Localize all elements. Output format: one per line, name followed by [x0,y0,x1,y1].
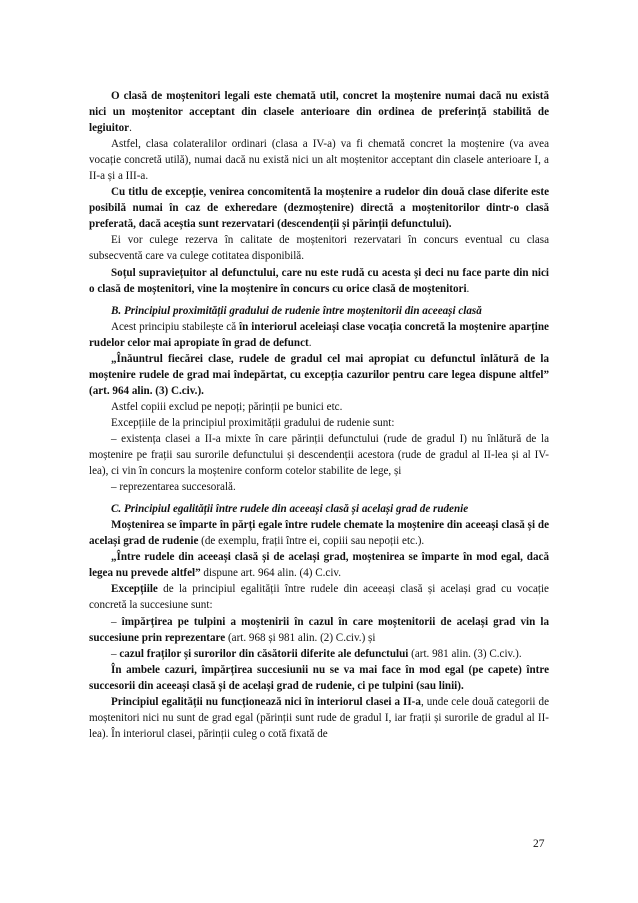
list-item [89,646,549,662]
text-run: Ei vor culege rezerva în calitate de moștenitori rezervatari în concurs eventual cu clasa subsecventă care va culege cotitatea disponibilă. [89,234,549,263]
text-run: . [466,282,470,295]
text-run: Excepțiile [111,583,158,596]
list-item [89,431,549,479]
text-run: . [129,122,132,135]
paragraph [89,581,549,613]
text-run: „Înăuntrul fiecărei clase, rudele de gradul cel mai apropiat cu defunctul înlătură de la moștenire rudele de grad mai îndepărtat, cu excepția cazurilor pentru care legea dispune altfel” (art. 964 alin. (3) C.civ.). [89,352,549,397]
list-item [89,479,549,495]
text-run: (art. 981 alin. (3) C.civ.). [408,647,522,660]
document-body [89,88,549,742]
paragraph [89,136,549,184]
text-run: , unde cele două categorii de moștenitori nici nu sunt de grad egal (părinții sunt rude de gradul I, iar frații și surorile de gradul al II-lea). În interiorul clasei, părinții culeg o cotă fixată de [89,695,549,740]
text-run: – [111,615,122,628]
text-run: Excepțiile de la principiul proximității gradului de rudenie sunt: [111,416,395,429]
list-item [89,614,549,646]
paragraph [89,415,549,431]
paragraph [89,184,549,232]
text-run: Principiul egalității nu funcționează nici în interiorul clasei a II-a [111,695,421,708]
text-run: în interiorul aceleiași clase vocația concretă la moștenire aparține rudelor celor mai apropiate în grad de defunct [89,320,549,349]
text-run: împărțirea pe tulpini a moștenirii în cazul în care moștenitorii de același grad vin la succesiune prin reprezentare [89,615,550,644]
text-run: În ambele cazuri, împărțirea succesiunii nu se va mai face în mod egal (pe capete) între succesorii din aceeași clasă și de același grad de rudenie, ci pe tulpini (sau linii). [89,663,549,692]
quote-paragraph [89,549,549,581]
text-run: (de exemplu, frații între ei, copiii sau nepoții etc.). [198,535,425,548]
text-run: B. Principiul proximității gradului de rudenie între moștenitorii din aceeași clasă [111,304,482,317]
text-run: – reprezentarea succesorală. [111,481,236,494]
paragraph [89,265,549,297]
text-run: Astfel copiii exclud pe nepoți; părinții pe bunici etc. [111,400,343,413]
paragraph [89,399,549,415]
paragraph [89,319,549,351]
section-heading-b [89,303,549,319]
text-run: – [111,647,120,660]
section-heading-c [89,501,549,517]
text-run: . [308,336,312,349]
quote-paragraph [89,351,549,399]
paragraph [89,232,549,264]
text-run: O clasă de moștenitori legali este chemată util, concret la moștenire numai dacă nu există nici un moștenitor acceptant din clasele anterioare din ordinea de preferință stabilită de legiuitor [89,90,549,135]
text-run: C. Principiul egalității între rudele din aceeași clasă și același grad de rudenie [111,503,469,516]
text-run: Acest principiu stabilește că [111,320,240,333]
text-run: cazul fraților și surorilor din căsătorii diferite ale defunctului [119,647,409,660]
text-run: – existența clasei a II-a mixte în care părinții defunctului (rude de gradul I) nu înlătură de la moștenire pe frații sau surorile defunctului și descendenții acestora (rude de gradul al II-lea și al IV-lea), ci vin în concurs la moștenire conform cotelor stabilite de lege, și [89,432,549,478]
text-run: Cu titlu de excepție, venirea concomitentă la moștenire a rudelor din două clase diferite este posibilă numai în caz de exheredare (dezmoștenire) directă a moștenitorilor dintr-o clasă preferată, dacă aceștia sunt rezervatari (descendenții și părinții defunctului). [89,186,549,231]
text-run: Moștenirea se împarte în părți egale între rudele chemate la moștenire din aceeași clasă și de același grad de rudenie [89,519,549,548]
text-run: Soțul supraviețuitor al defunctului, care nu este rudă cu acesta și deci nu face parte din nici o clasă de moștenitori, vine la moștenire în concurs cu orice clasă de moștenitori [89,266,549,295]
paragraph [89,88,549,136]
text-run: (art. 968 și 981 alin. (2) C.civ.) și [225,631,376,644]
text-run: „Între rudele din aceeași clasă și de același grad, moștenirea se împarte în mod egal, dacă legea nu prevede altfel” [89,551,549,580]
paragraph [89,662,549,694]
text-run: dispune art. 964 alin. (4) C.civ. [200,567,342,580]
text-run: de la principiul egalității între rudele din aceeași clasă și același grad cu vocație concretă la succesiune sunt: [89,583,549,612]
paragraph [89,517,549,549]
paragraph [89,694,549,742]
text-run: Astfel, clasa colateralilor ordinari (clasa a IV-a) va fi chemată concret la moștenire (va avea vocație concretă utilă), numai dacă nu există nici un alt moștenitor acceptant din clasele anterioare I, a II-a și a III-a. [89,138,549,183]
page-number: 27 [533,838,545,850]
